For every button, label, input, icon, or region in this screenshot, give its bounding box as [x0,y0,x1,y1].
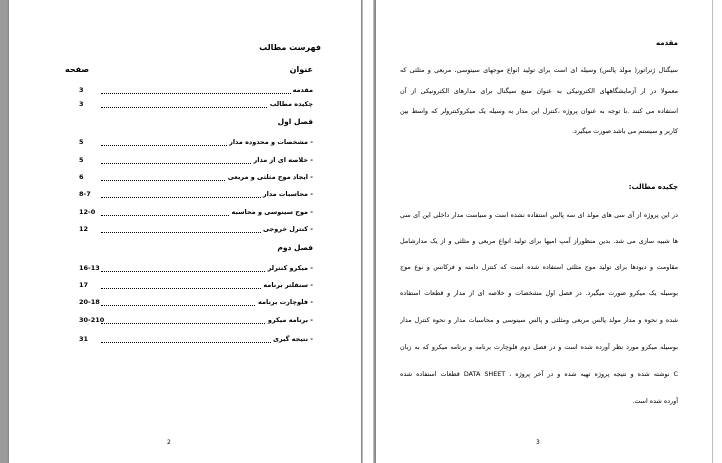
summary-line: بوسیله میکرو مورد نظر آورده شده است و در فصل دوم فلوچارت برنامه و برنامه میکرو که به زبان [400,343,678,351]
page-number: 3 [536,439,540,446]
toc-entry-page: 5 [79,138,84,146]
intro-heading: مقدمه [656,39,678,47]
summary-line: بوسیله یک میکرو صورت میگیرد. در فصل اول مشخصات و خلاصه ای از مدار و قطعات استفاده [400,289,678,297]
page-gutter [712,0,722,463]
toc-entry-page: 20-18 [79,298,100,306]
toc-entry-page: 3 [79,86,84,94]
toc-entry [79,100,313,112]
toc-entry [79,190,313,202]
left-page [9,0,361,463]
summary-line: در این پروژه از آی سی های مولد ای سه پالس استفاده نشده است و سیاست مدار داخلی این آی سی [400,211,678,219]
toc-entry-page: 8-7 [79,190,91,198]
toc-column-page: صفحه [65,65,90,74]
intro-line: کاربر و سیستم می باشد صورت میگیرد. [571,127,678,135]
chapter-2-heading: فصل دوم [277,243,313,252]
toc-entry-page: 31 [79,335,89,343]
toc-entry [79,86,313,98]
toc-entry [79,225,313,237]
toc-entry-page: 12-0 [79,208,96,216]
toc-entry-page: 30-210 [79,316,105,324]
intro-line: معمولا در ار آزمایشگاههای الکترونیکی به عنوان منبع سیگنال برای مدارهای الکترونیکی از آن [400,87,678,95]
toc-column-title: عنوان [289,65,313,74]
toc-entry-label: - ایجاد موج مثلثی و مربعی [227,173,313,181]
toc-entry-label: - میکرو کنترلر [267,264,313,272]
toc-entry-label: - خلاصه ای از مدار [253,156,313,164]
toc-entry [79,298,313,310]
toc-entry-page: 12 [79,225,89,233]
toc-entry-page: 16-13 [79,264,100,272]
toc-entry-label: - سنفلتر برنامه [263,281,313,289]
page-number: 2 [167,439,171,446]
summary-line: C نوشته شده و نتیجه پروژه تهیه شده و در آخر پروژه ، DATA SHEET قطعات استفاده شده [400,370,678,378]
toc-entry-label: مقدمه [292,86,313,94]
right-page [376,0,716,463]
summary-line: آورده شده است. [632,397,678,405]
toc-entry-label: - برنامه میکرو [267,316,313,324]
summary-line: ها شبیه سازی می شد. بدین منظوراز آمپ امپها برای تولید انواع مربعی و مثلثی و از یک مدارشامل [400,237,678,245]
page-gutter [362,0,374,463]
toc-entry [79,316,313,328]
toc-entry [79,264,313,276]
toc-entry [79,208,313,220]
toc-title: فهرست مطالب [259,43,321,52]
toc-entry-label: چکیده مطالب [269,100,313,108]
toc-entry-page: 3 [79,100,84,108]
chapter-1-heading: فصل اول [277,117,313,126]
toc-entry [79,335,313,347]
toc-entry-label: - محاسبات مدار [262,190,313,198]
summary-line: مقاومت و دیودها برای تولید موج مثلثی استفاده شده است که کنترل دامنه و فرکانس و نوع موج [400,263,678,271]
toc-entry [79,173,313,185]
toc-entry-label: - نتیجه گیری [272,335,313,343]
toc-entry-label: - موج سینوسی و محاسبه [231,208,313,216]
intro-line: استفاده می کنند .با توجه به عنوان پروژه ،کنترل این مدار به وسیله یک میکروکنترولر که واسط بین [400,107,678,115]
toc-entry [79,156,313,168]
toc-entry [79,281,313,293]
toc-entry-label: - کنترل خروجی [262,225,313,233]
toc-entry-label: - مشخصات و محدوده مدار [229,138,313,146]
toc-entry-label: - فلوچارت برنامه [258,298,313,306]
summary-heading: چکیده مطالب: [628,183,678,191]
toc-entry-page: 17 [79,281,89,289]
toc-entry-page: 6 [79,173,84,181]
toc-entry [79,138,313,150]
summary-line: شده و نحوه و مدار مولد پالس مربعی ومثلثی و پالس سینوسی و محاسبات مدار و نحوه کنترل مدار [400,316,678,324]
intro-line: سیگنال ژنراتور( مولد پالس) وسیله ای است برای تولید انواع موجهای سینوسی، مربعی و مثلثی که [400,66,678,74]
toc-entry-page: 5 [79,156,84,164]
